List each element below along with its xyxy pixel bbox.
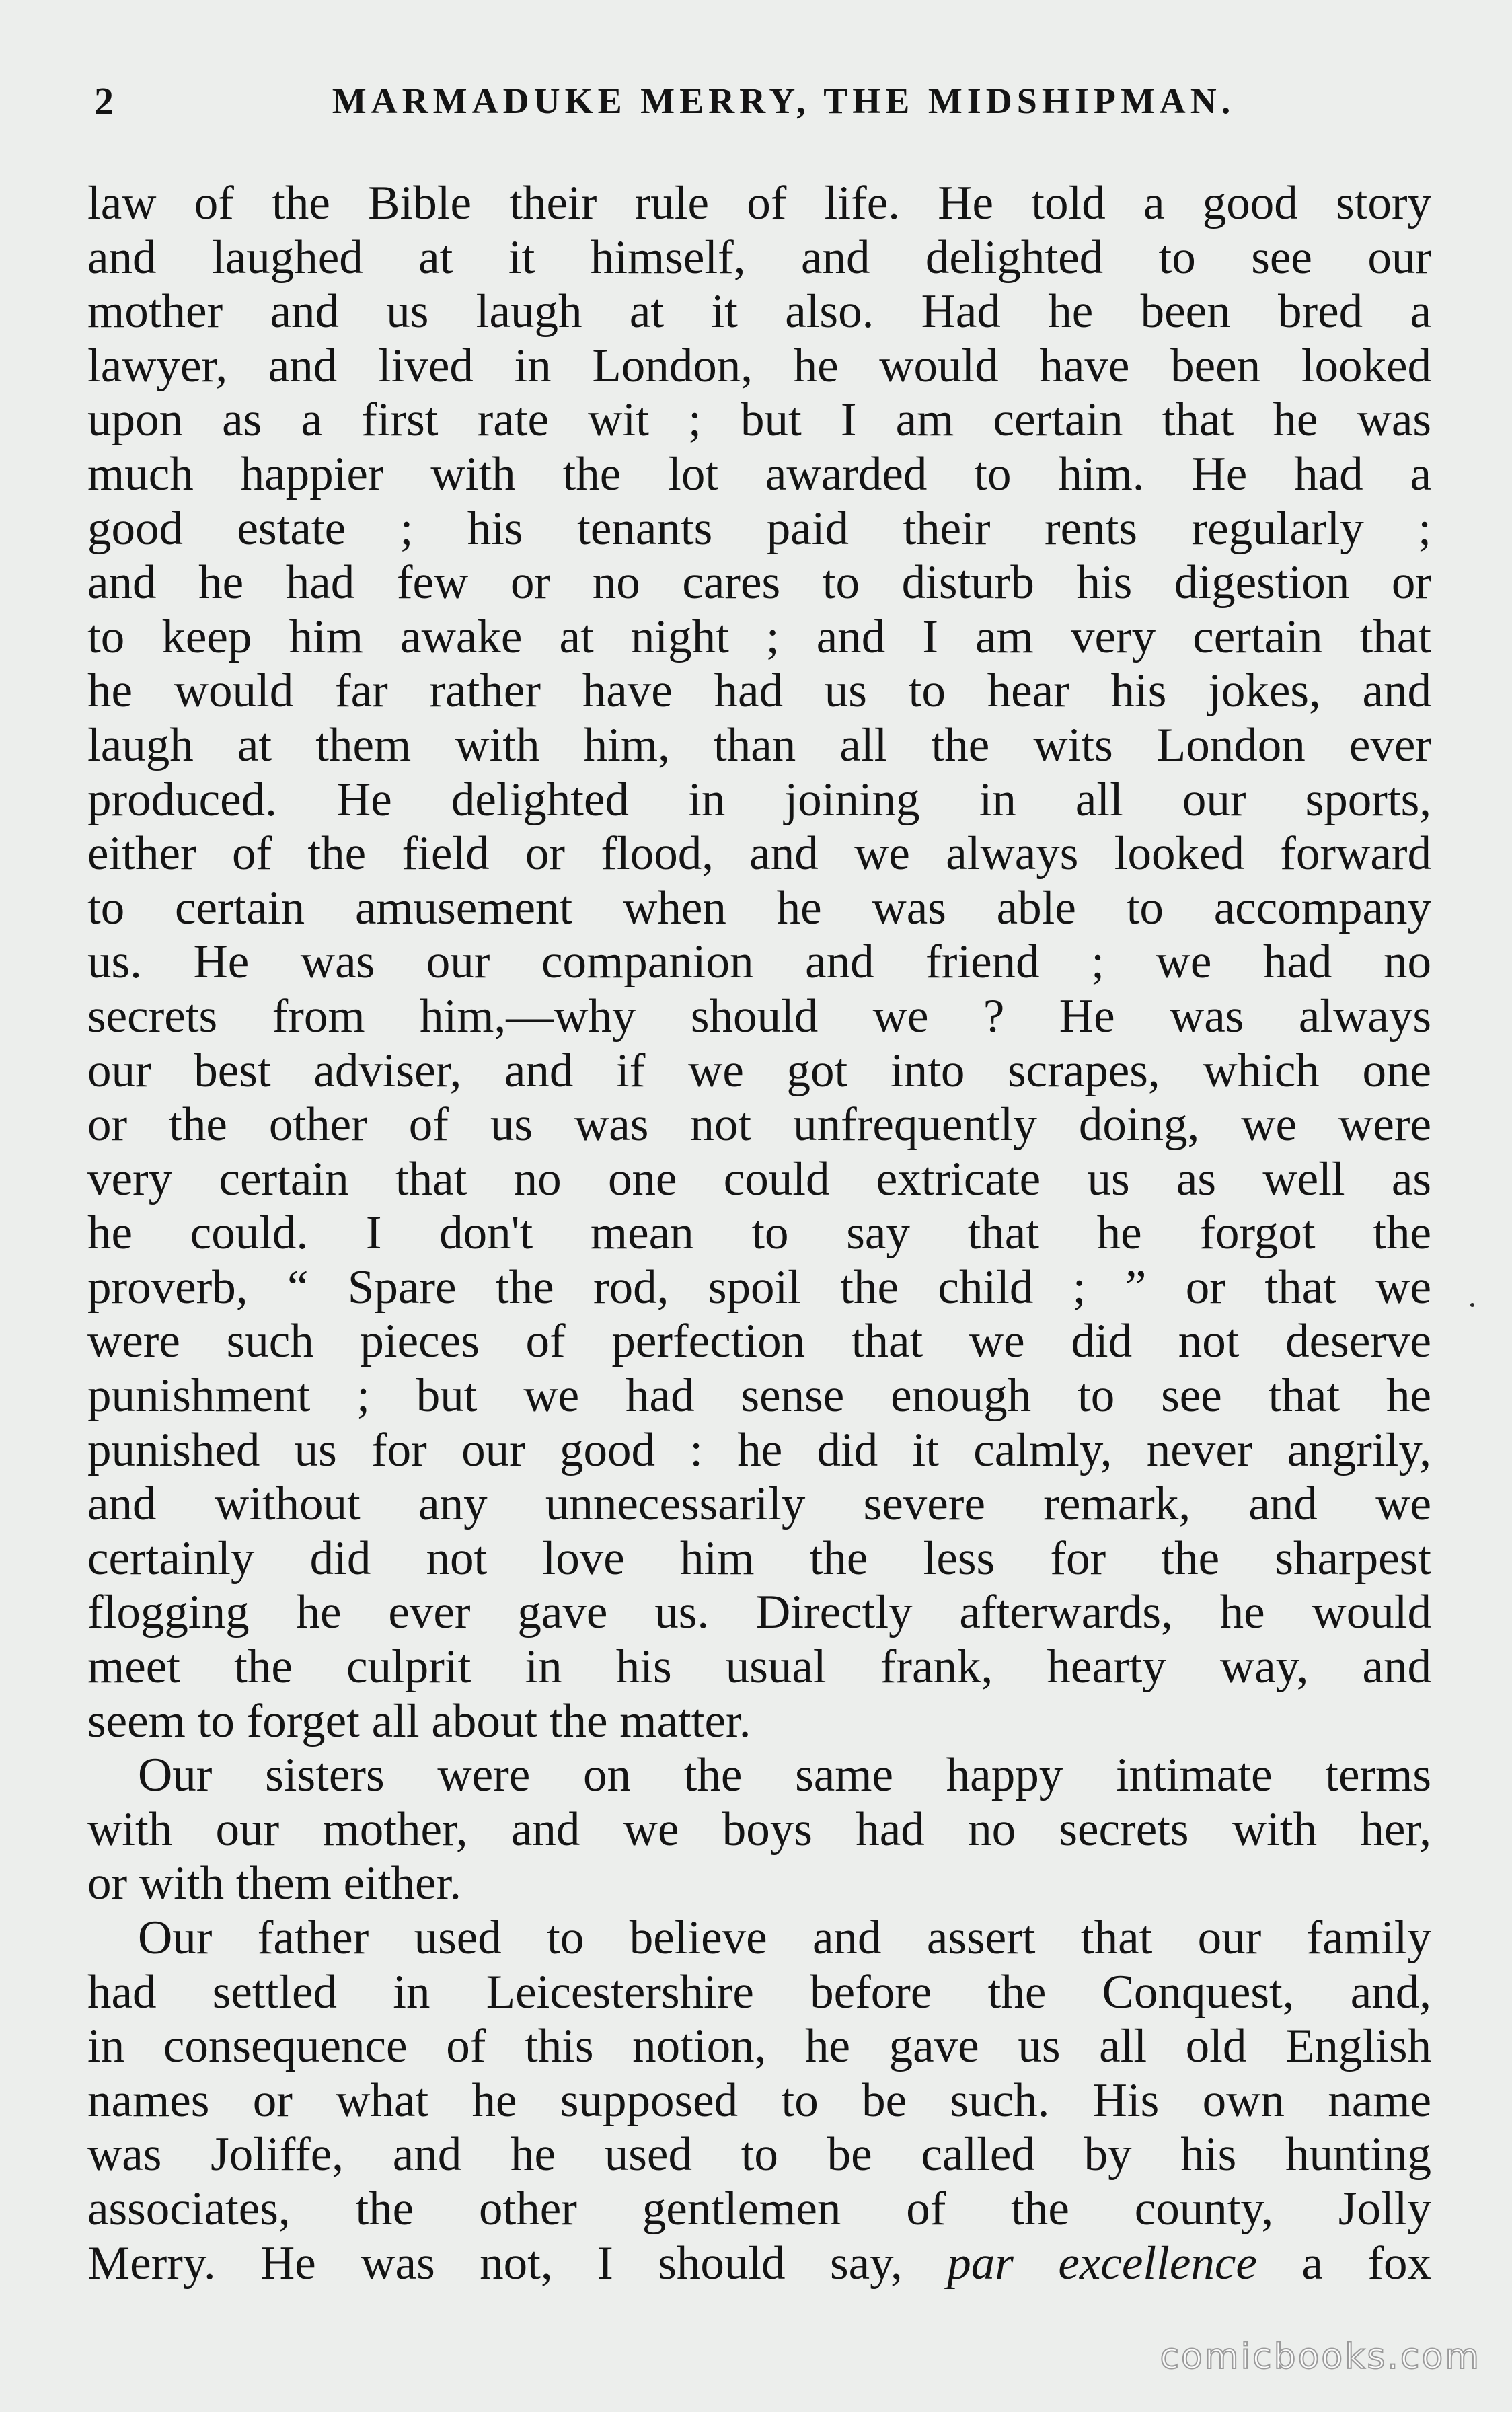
- text-line: lawyer, and lived in London, he would have been looked: [87, 339, 1431, 392]
- text-line: good estate ; his tenants paid their rents regularly ;: [87, 502, 1431, 555]
- text-line: with our mother, and we boys had no secrets with her,: [87, 1803, 1431, 1856]
- final-text-line: [87, 2236, 1431, 2291]
- final-line-end: a fox: [1256, 2236, 1431, 2290]
- text-line: much happier with the lot awarded to him. He had a: [87, 447, 1431, 500]
- text-line: to keep him awake at night ; and I am very certain that: [87, 610, 1431, 663]
- final-line-start: Merry. He was not, I should say,: [87, 2236, 948, 2290]
- italic-phrase: par excellence: [947, 2236, 1257, 2290]
- text-line: laugh at them with him, than all the wits London ever: [87, 718, 1431, 771]
- text-line: was Joliffe, and he used to be called by his hunting: [87, 2128, 1431, 2181]
- body-text: [87, 176, 1431, 2290]
- page-number: 2: [94, 79, 114, 123]
- text-line: punished us for our good : he did it calmly, never angrily,: [87, 1423, 1431, 1476]
- text-line: he could. I don't mean to say that he forgot the: [87, 1207, 1431, 1260]
- paragraph-end-line: or with them either.: [87, 1857, 462, 1910]
- text-line: us. He was our companion and friend ; we had no: [87, 936, 1431, 989]
- text-line: very certain that no one could extricate us as well as: [87, 1152, 1431, 1205]
- text-line: secrets from him,—why should we ? He was always: [87, 989, 1431, 1043]
- text-line: flogging he ever gave us. Directly afterwards, he would: [87, 1586, 1431, 1639]
- watermark: comicbooks.com: [1160, 2337, 1481, 2377]
- running-title: MARMADUKE MERRY, THE MIDSHIPMAN.: [332, 81, 1236, 121]
- text-line: names or what he supposed to be such. His own name: [87, 2074, 1431, 2127]
- running-head: [94, 74, 1433, 128]
- paragraph-end-line: seem to forget all about the matter.: [87, 1694, 751, 1747]
- text-line: associates, the other gentlemen of the county, Jolly: [87, 2182, 1431, 2235]
- text-line: certainly did not love him the less for the sharpest: [87, 1532, 1431, 1585]
- text-line: law of the Bible their rule of life. He told a good story: [87, 177, 1431, 229]
- text-line: in consequence of this notion, he gave us all old English: [87, 2020, 1431, 2073]
- text-line: and laughed at it himself, and delighted to see our: [87, 231, 1431, 284]
- text-line: mother and us laugh at it also. Had he been bred a: [87, 285, 1431, 338]
- paragraph-start-line: Our sisters were on the same happy intimate terms: [138, 1749, 1431, 1802]
- paragraph-start-line: Our father used to believe and assert that our family: [138, 1912, 1431, 1964]
- text-line: he would far rather have had us to hear his jokes, and: [87, 665, 1431, 718]
- text-line: to certain amusement when he was able to accompany: [87, 881, 1431, 934]
- text-line: and without any unnecessarily severe remark, and we: [87, 1478, 1431, 1531]
- text-line: proverb, “ Spare the rod, spoil the child ; ” or that we: [87, 1260, 1431, 1314]
- text-line: our best adviser, and if we got into scrapes, which one: [87, 1044, 1431, 1097]
- text-line: upon as a first rate wit ; but I am certain that he was: [87, 393, 1431, 447]
- text-line: meet the culprit in his usual frank, hearty way, and: [87, 1641, 1431, 1694]
- text-line: and he had few or no cares to disturb his digestion or: [87, 556, 1431, 609]
- text-line: or the other of us was not unfrequently doing, we were: [87, 1098, 1431, 1152]
- text-line: were such pieces of perfection that we did not deserve: [87, 1315, 1431, 1368]
- text-line: produced. He delighted in joining in all our sports,: [87, 773, 1431, 826]
- text-line: either of the field or flood, and we always looked forward: [87, 827, 1431, 880]
- print-speck: [1470, 1303, 1474, 1307]
- text-line: punishment ; but we had sense enough to see that he: [87, 1369, 1431, 1423]
- text-line: had settled in Leicestershire before the Conquest, and,: [87, 1965, 1431, 2019]
